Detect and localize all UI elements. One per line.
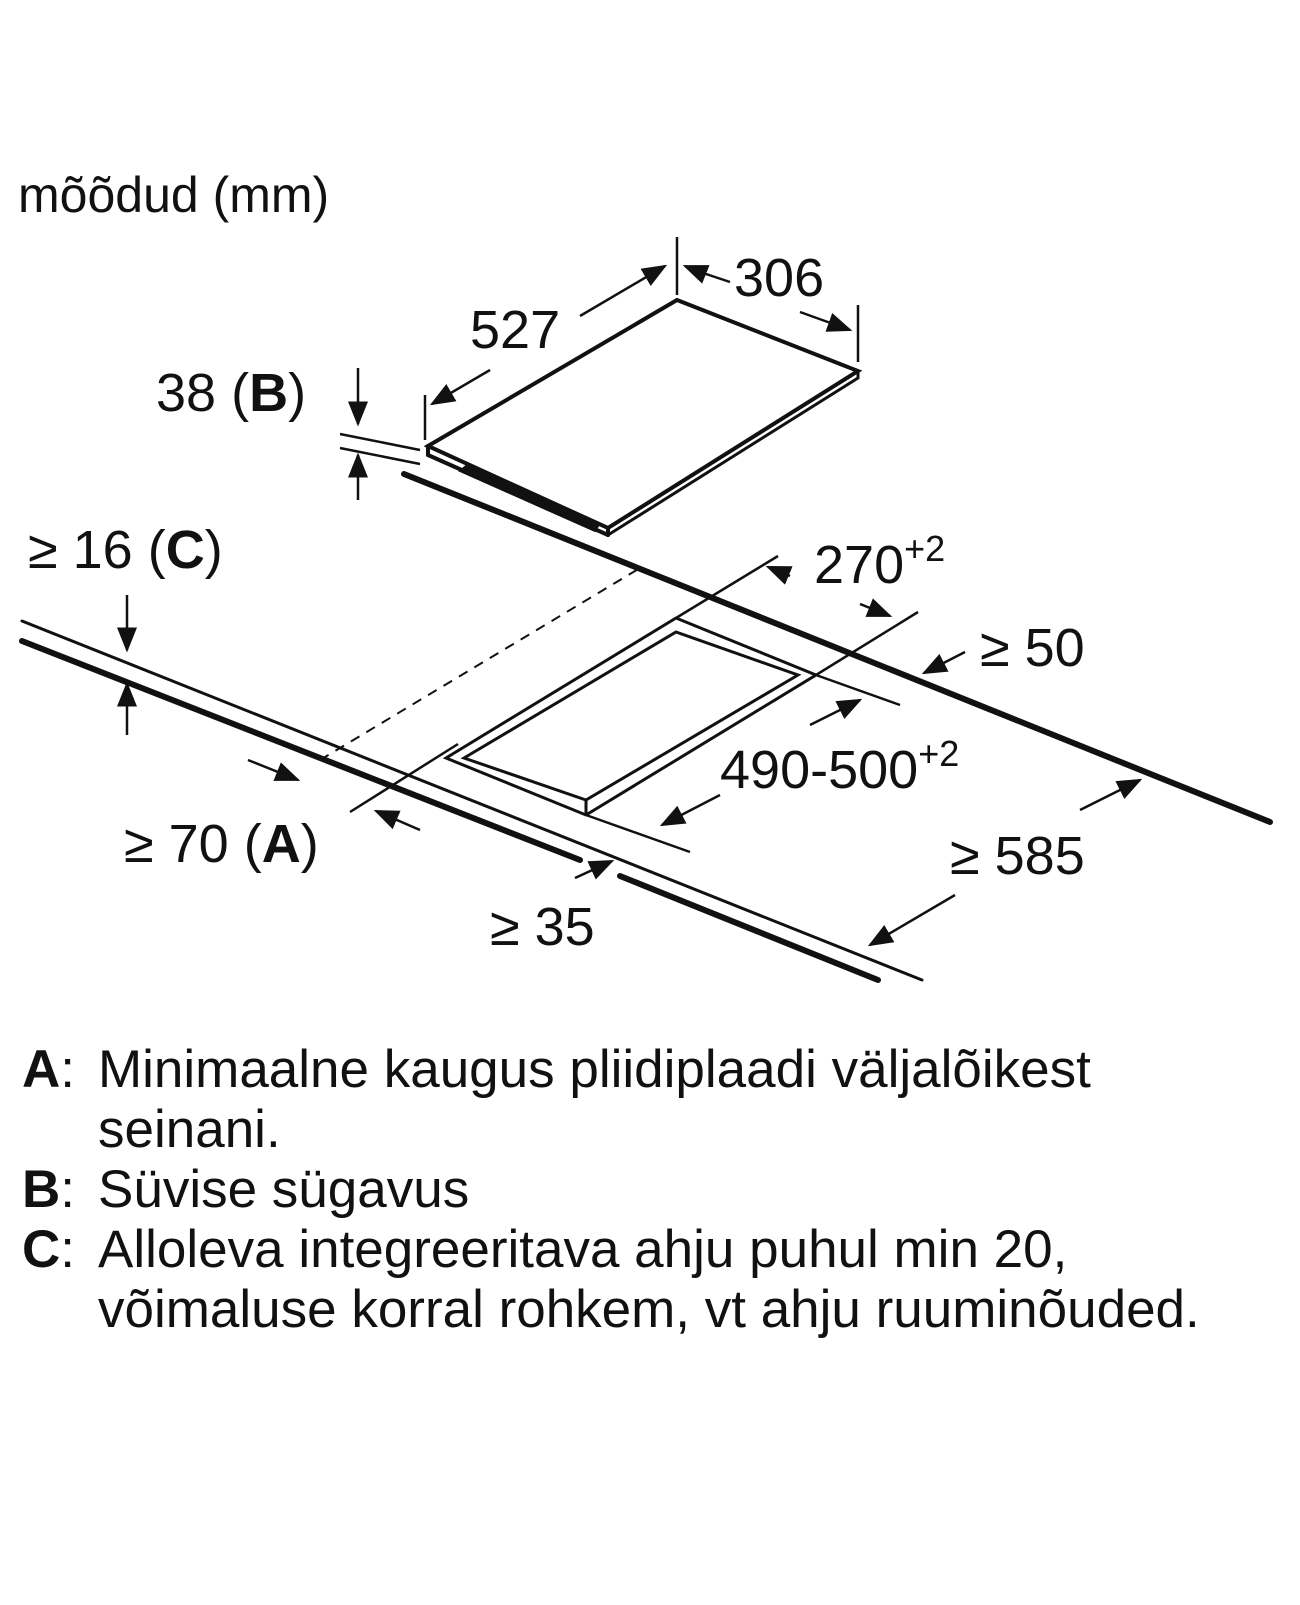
diagram-title: mõõdud (mm) (18, 167, 330, 223)
label-490-500: $490-500^{+2}$ (720, 733, 960, 800)
label-527: 527 (470, 300, 561, 360)
label-min-70-a: ≥ 70 (A) (124, 814, 319, 874)
label-270: $270^{+2}$ (814, 528, 946, 595)
legend-key-c: C (22, 1220, 61, 1279)
legend-item-b: B: Süvise sügavus (22, 1160, 1282, 1220)
label-min-50: ≥ 50 (980, 618, 1085, 678)
cutout-dimension-lines (127, 556, 1140, 945)
label-min-35: ≥ 35 (490, 897, 595, 957)
legend-item-a: A: Minimaalne kaugus pliidiplaadi väljalõikest seinani. (22, 1040, 1282, 1160)
legend-text-b: Süvise sügavus (98, 1160, 470, 1219)
legend-text-a: Minimaalne kaugus pliidiplaadi väljalõikest seinani. (98, 1040, 1091, 1159)
label-min-585: ≥ 585 (950, 826, 1085, 886)
legend (22, 1040, 1282, 1340)
legend-key-a: A (22, 1040, 61, 1099)
legend-key-b: B (22, 1160, 61, 1219)
legend-item-c: C: Alloleva integreeritava ahju puhul min 20, võimaluse korral rohkem, vt ahju ruuminõuded. (22, 1220, 1282, 1340)
legend-text-c: Alloleva integreeritava ahju puhul min 20, võimaluse korral rohkem, vt ahju ruuminõuded. (98, 1220, 1200, 1339)
label-min-16-c: ≥ 16 (C) (28, 520, 223, 580)
label-306: 306 (734, 248, 825, 308)
label-38-b: 38 (B) (156, 363, 307, 423)
